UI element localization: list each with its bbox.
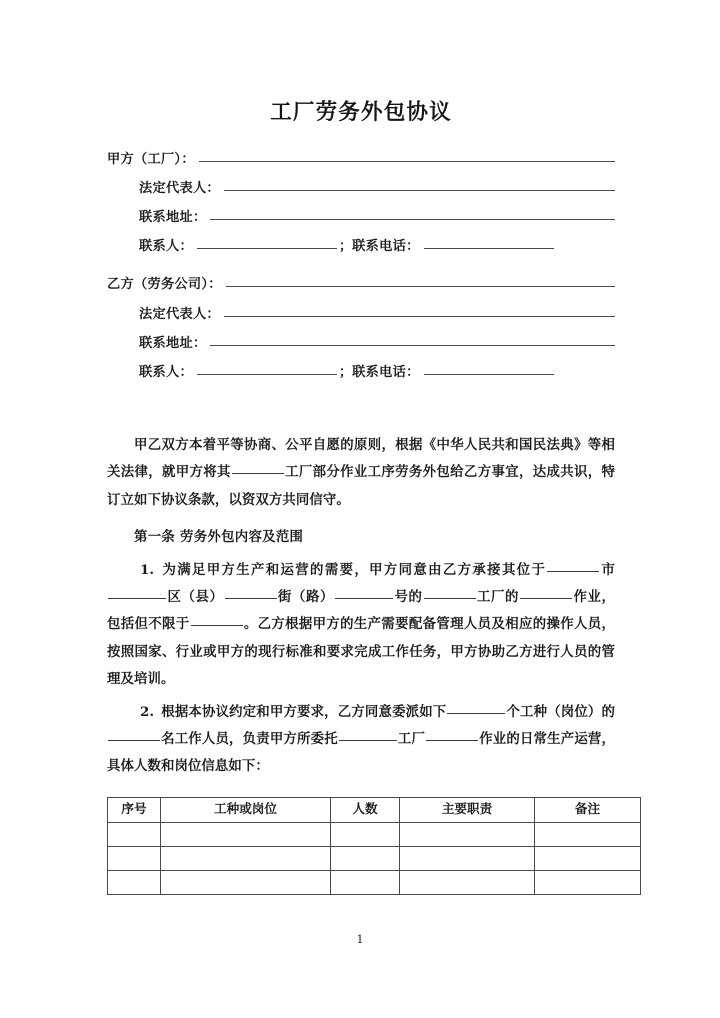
party-a-block (107, 152, 615, 255)
clause-1-blank-scope[interactable] (191, 614, 243, 626)
party-b-name-row (107, 277, 615, 292)
table-cell-count[interactable] (331, 846, 400, 870)
clause-2-blank-operation[interactable] (426, 729, 478, 741)
party-b-contact-separator: ； (338, 365, 353, 380)
table-cell-duty[interactable] (400, 870, 535, 894)
party-b-name-input[interactable] (226, 286, 615, 287)
party-a-address-row (107, 210, 615, 225)
clause-1-text-8: 。乙方根据甲方的生产需要配备管理人员及相应的操作人员，按照国家、行业或甲方的现行标准和要求完成工作任务，甲方协助乙方进行人员的管理及培训。 (107, 616, 615, 687)
clause-1-text-7: 作业，包括但不限于 (107, 589, 615, 633)
article-1-clause-1 (107, 557, 615, 693)
clause-2-text-5: 作业的日常生产运营，具体人数和岗位信息如下： (107, 731, 616, 775)
party-b-legal-rep-input[interactable] (224, 316, 615, 317)
clause-1-text-4: 街（路） (277, 589, 334, 606)
party-a-legal-rep-label: 法定代表人： (139, 180, 220, 196)
clause-1-blank-city[interactable] (547, 560, 599, 572)
clause-1-text-1: 为满足甲方生产和运营的需要，甲方同意由乙方承接其位于 (161, 561, 547, 578)
preamble-blank-factory[interactable] (232, 462, 284, 474)
table-row (108, 846, 641, 870)
table-header-seq: 序号 (108, 797, 161, 822)
clause-1-text-6: 工厂的 (476, 589, 519, 606)
party-a-contact-input[interactable] (197, 248, 337, 249)
table-cell-job[interactable] (161, 846, 331, 870)
clause-2-blank-factory[interactable] (339, 729, 397, 741)
clause-2-blank-person-count[interactable] (108, 729, 160, 741)
party-b-address-row (107, 336, 615, 351)
clause-1-blank-street[interactable] (225, 587, 277, 599)
party-b-block (107, 277, 615, 380)
table-cell-remark[interactable] (535, 870, 641, 894)
party-b-name-label: 乙方（劳务公司）： (107, 277, 222, 293)
preamble-paragraph (107, 432, 615, 514)
article-1-heading: 第一条 劳务外包内容及范围 (134, 528, 304, 545)
party-a-legal-rep-row (107, 181, 615, 196)
party-a-name-input[interactable] (199, 161, 615, 162)
party-b-address-label: 联系地址： (139, 335, 207, 351)
table-cell-count[interactable] (331, 822, 400, 846)
page-number: 1 (356, 932, 364, 946)
party-a-contact-separator: ； (338, 239, 353, 255)
table-cell-duty[interactable] (400, 846, 535, 870)
party-b-contact-input[interactable] (197, 374, 337, 375)
party-a-name-row (107, 152, 615, 167)
clause-1-number: 1. (140, 561, 155, 578)
party-b-phone-input[interactable] (424, 374, 554, 375)
clause-1-blank-operation[interactable] (520, 587, 572, 599)
party-b-contact-label: 联系人： (139, 365, 193, 380)
party-a-legal-rep-input[interactable] (224, 190, 615, 191)
preamble-text-2: 工厂部分作业工序劳务外包给乙方事宜，达成共识，特订立如下协议条款，以资双方共同信守。 (107, 464, 615, 508)
party-a-name-label: 甲方（工厂）： (107, 151, 195, 167)
table-cell-seq[interactable] (108, 870, 161, 894)
party-b-address-input[interactable] (210, 345, 615, 346)
clause-2-text-1: 根据本协议约定和甲方要求，乙方同意委派如下 (161, 704, 447, 720)
party-a-address-label: 联系地址： (139, 210, 207, 226)
table-header-job: 工种或岗位 (161, 797, 331, 822)
party-b-contact-row (107, 365, 615, 380)
clause-2-text-2: 个工种（岗位）的 (506, 704, 615, 720)
party-a-contact-label: 联系人： (139, 239, 193, 255)
table-header-row (108, 797, 641, 822)
party-b-phone-label: 联系电话： (352, 365, 420, 380)
preamble-text-1: 甲乙双方本着平等协商、公平自愿的原则，根据《中华人民共和国民法典》等相关法律，就甲方将其 (107, 437, 615, 481)
party-a-address-input[interactable] (210, 219, 615, 220)
table-cell-seq[interactable] (108, 846, 161, 870)
table-cell-seq[interactable] (108, 822, 161, 846)
party-b-legal-rep-row (107, 307, 615, 322)
table-row (108, 870, 641, 894)
table-cell-job[interactable] (161, 822, 331, 846)
table-cell-count[interactable] (331, 870, 400, 894)
party-b-legal-rep-label: 法定代表人： (139, 306, 220, 322)
table-header-remark: 备注 (535, 797, 641, 822)
clause-1-text-2: 市 (600, 561, 615, 578)
article-1-clause-2 (107, 699, 615, 781)
party-a-phone-input[interactable] (424, 248, 554, 249)
table-row (108, 822, 641, 846)
clause-2-text-4: 工厂 (397, 731, 426, 748)
table-cell-job[interactable] (161, 870, 331, 894)
table-header-duty: 主要职责 (400, 797, 535, 822)
clause-1-blank-number[interactable] (335, 587, 393, 599)
table-cell-remark[interactable] (535, 846, 641, 870)
clause-1-blank-district[interactable] (108, 587, 166, 599)
clause-2-number: 2. (140, 704, 155, 720)
party-a-contact-row (107, 239, 615, 254)
document-content (107, 0, 615, 895)
party-a-phone-label: 联系电话： (352, 239, 420, 255)
page-title: 工厂劳务外包协议 (270, 100, 452, 125)
table-header-count: 人数 (331, 797, 400, 822)
clause-2-blank-job-count[interactable] (447, 702, 505, 714)
position-table (107, 797, 641, 895)
clause-1-blank-factory[interactable] (424, 587, 476, 599)
table-cell-remark[interactable] (535, 822, 641, 846)
clause-1-text-5: 号的 (394, 589, 423, 606)
clause-2-text-3: 名工作人员，负责甲方所委托 (161, 731, 338, 748)
table-cell-duty[interactable] (400, 822, 535, 846)
clause-1-text-3: 区（县） (167, 589, 224, 606)
